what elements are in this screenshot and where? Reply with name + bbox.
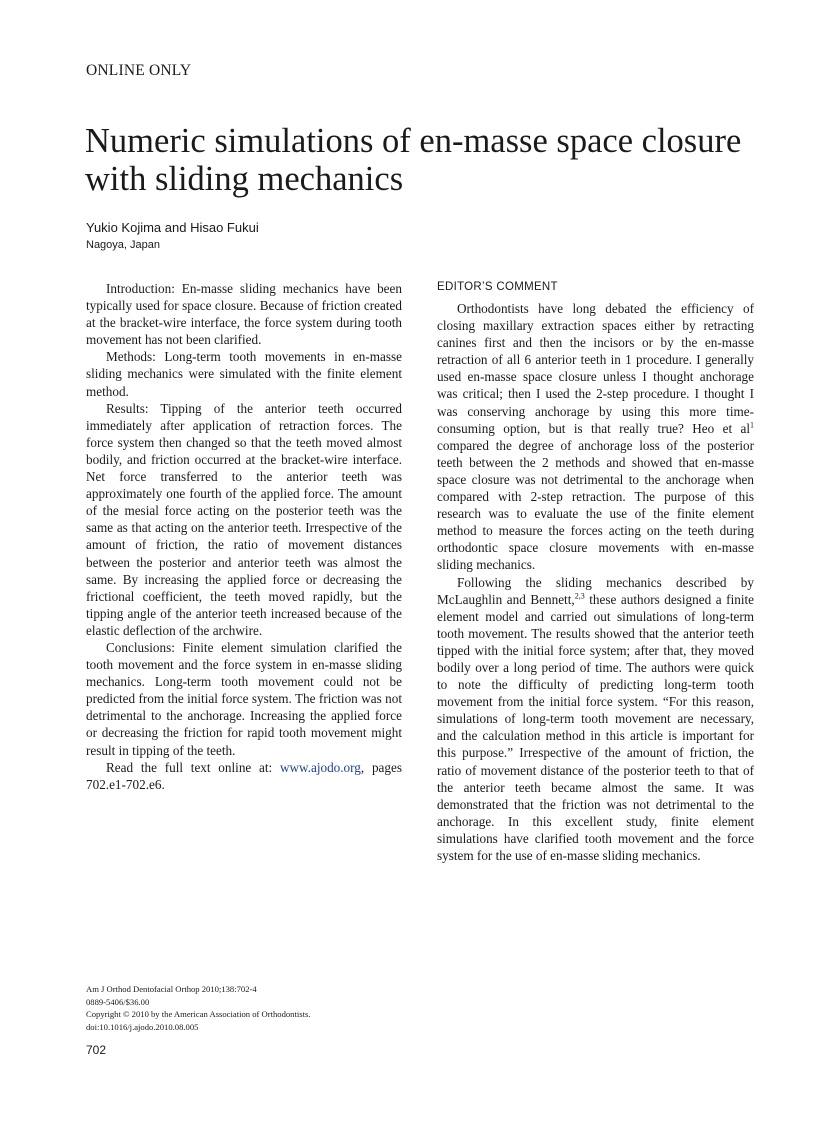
abstract-results: Results: Tipping of the anterior teeth occurred immediately after application of retraction forces. The force system then changed so that the teeth moved almost bodily, and friction occurred at the bracket-wire interface. Net force transferred to the anterior teeth was approximately one fourth of the applied force. The amount of the mesial force acting on the posterior teeth was the same as that acting on the anterior teeth. Irrespective of the amount of friction, the ratio of movement distances between the posterior and anterior teeth was almost the same. By increasing the applied force or decreasing the frictional coefficient, the teeth moved rapidly, but the tipping angle of the anterior teeth increased because of the elastic deflection of the archwire. xyxy=(86,400,402,638)
reference-marker: 1 xyxy=(750,420,754,430)
journal-link[interactable]: www.ajodo.org xyxy=(279,759,361,775)
author-affiliation: Nagoya, Japan xyxy=(86,239,160,251)
section-label: ONLINE ONLY xyxy=(86,62,192,79)
read-full-text xyxy=(86,759,402,793)
comment-text: Following the sliding mechanics described by McLaughlin and Bennett, xyxy=(437,574,754,607)
abstract-introduction: Introduction: En-masse sliding mechanics have been typically used for space closure. Because of friction created at the bracket-wire interface, the force system during tooth movement has not been clarified. xyxy=(86,281,402,348)
issn-price: 0889-5406/$36.00 xyxy=(86,996,150,1007)
reference-marker: 2,3 xyxy=(574,591,585,601)
abstract-conclusions: Conclusions: Finite element simulation clarified the tooth movement and the force system in en-masse sliding mechanics. Long-term tooth movement could not be predicted from the initial force system. The friction was not detrimental to the anchorage. Increasing the applied force or decreasing the friction for rapid tooth movement might result in tipping of the teeth. xyxy=(86,639,402,758)
read-prefix: Read the full text online at: xyxy=(106,759,280,775)
page-number: 702 xyxy=(86,1043,107,1057)
abstract-column xyxy=(86,280,402,793)
comment-text: Orthodontists have long debated the efficiency of closing maxillary extraction spaces either by retracting canines first and then the incisors or by the en-masse retraction of all 6 anterior teeth in 1 procedure. I generally used en-masse space closure unless I thought anchorage was critical; then I used the 2-step procedure. I thought I was conserving anchorage by using this more time-consuming option, but is that really true? Heo et al xyxy=(437,301,754,436)
comment-text: these authors designed a finite element model and carried out simulations of long-term tooth movement. The results showed that the anterior teeth tipped with the initial force system; after that, they moved bodily over a long period of time. The authors were quick to note the difficulty of predicting long-term tooth movement from the initial force system. “For this reason, simulations of long-term tooth movement are necessary, and the calculation method in this article is important for this purpose.” Irrespective of the amount of friction, the ratio of movement distance of the posterior teeth to that of the anterior teeth became almost the same. It was demonstrated that the friction was not detrimental to the anchorage. In this excellent study, finite element simulations have clarified tooth movement and the force system for the use of en-masse sliding mechanics. xyxy=(437,591,755,863)
citation-footer xyxy=(86,983,310,1033)
title-line-1: Numeric simulations of en-masse space closure xyxy=(85,122,742,160)
doi: doi:10.1016/j.ajodo.2010.08.005 xyxy=(86,1021,199,1032)
read-suffix: , pages 702.e1-702.e6. xyxy=(86,759,402,792)
comment-text: compared the degree of anchorage loss of the posterior teeth between the 2 methods and showed that en-masse space closure was not detrimental to the anchorage when compared with 2-step retraction. The purpose of this research was to evaluate the use of the finite element method to measure the forces acting on the teeth during orthodontic space closure movements with en-masse sliding mechanics. xyxy=(437,437,754,573)
abstract-methods: Methods: Long-term tooth movements in en-masse sliding mechanics were simulated with the finite element method. xyxy=(86,349,402,399)
editor-comment-label: EDITOR’S COMMENT xyxy=(437,281,558,293)
article-title xyxy=(85,122,775,198)
editor-comment-column xyxy=(437,300,754,864)
editor-comment-paragraph-1 xyxy=(437,300,754,574)
journal-citation: Am J Orthod Dentofacial Orthop 2010;138:702-4 xyxy=(86,984,257,994)
copyright-notice: Copyright © 2010 by the American Association of Orthodontists. xyxy=(86,1009,311,1020)
editor-comment-paragraph-2 xyxy=(437,574,754,865)
title-line-2: with sliding mechanics xyxy=(85,160,404,198)
author-names: Yukio Kojima and Hisao Fukui xyxy=(86,220,259,235)
